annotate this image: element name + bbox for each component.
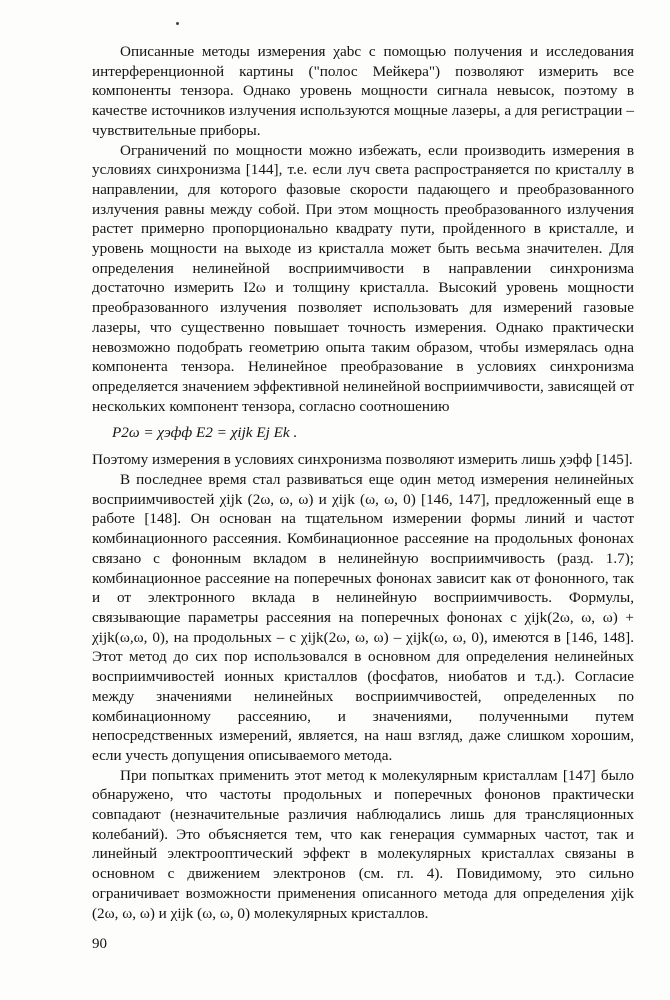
page-number: 90 <box>92 936 107 952</box>
scan-speck <box>176 22 179 25</box>
formula-p2w: P2ω = χэфф E2 = χijk Ej Ek . <box>112 424 298 442</box>
paragraph-1: Описанные методы измерения χabc с помощью получения и исследования интерференционной картины ("полос Мейкера") позволяют измерить все компоненты тензора. Однако уровень мощности сигнала невысок, поэтому в качестве источников излучения используются мощные лазеры, а для регистрации – чувствительные приборы. <box>92 43 634 139</box>
paragraph-4: В последнее время стал развиваться еще один метод измерения нелинейных восприимчивостей χijk (2ω, ω, ω) и χijk (ω, ω, 0) [146, 147], предложенный еще в работе [148]. Он основан на тщательном измерении формы линий и частот комбинационного рассеяния. Комбинационное рассеяние на продольных фононах связано с фононным вкладом в нелинейную восприимчивость (разд. 1.7); комбинационное рассеяние на поперечных фононах зависит как от фононного, так и от электронного вклада в нелинейную восприимчивость. Формулы, связывающие параметры рассеяния на поперечных фононах с χijk(2ω, ω, ω) + χijk(ω,ω, 0), на продольных – с χijk(2ω, ω, ω) – χijk(ω, ω, 0), имеются в [146, 148]. Этот метод до сих пор использовался в основном для определения нелинейных восприимчивостей ионных кристаллов (фосфатов, ниобатов и т.д.). Согласие между значениями нелинейных восприимчивостей, определенных по комбинационному рассеянию, и значениями, полученными путем непосредственных измерений, является, на наш взгляд, даже слишком хорошим, если учесть допущения описываемого метода. <box>92 471 634 764</box>
paragraph-5: При попытках применить этот метод к молекулярным кристаллам [147] было обнаружено, что частоты продольных и поперечных фононов практически совпадают (незначительные различия наблюдались лишь для трансляционных колебаний). Это объясняется тем, что как генерация суммарных частот, так и линейный электрооптический эффект в молекулярных кристаллах связаны в основном с движением электронов (см. гл. 4). Повидимому, это сильно ограничивает возможности применения описанного метода для определения χijk (2ω, ω, ω) и χijk (ω, ω, 0) молекулярных кристаллов. <box>92 766 634 922</box>
paragraph-3: Поэтому измерения в условиях синхронизма позволяют измерить лишь χэфф [145]. <box>92 451 633 469</box>
paragraph-2: Ограничений по мощности можно избежать, если производить измерения в условиях синхронизма [144], т.е. если луч света распространяется по кристаллу в направлении, для которого фазовые скорости падающего и преобразованного излучения равны между собой. При этом мощность преобразованного излучения растет примерно пропорционально квадрату пути, пройденного в кристалле, и уровень мощности на выходе из кристалла может быть весьма значителен. Для определения нелинейной восприимчивости в направлении синхронизма достаточно измерить I2ω и толщину кристалла. Высокий уровень мощности преобразованного излучения позволяет использовать для измерений газовые лазеры, что существенно повышает точность измерения. Однако практически невозможно подобрать геометрию опыта таким образом, чтобы измерялась одна компонента тензора. Нелинейное преобразование в условиях синхронизма определяется значением эффективной нелинейной восприимчивости, зависящей от нескольких компонент тензора, согласно соотношению <box>92 141 634 415</box>
main-text <box>92 42 634 923</box>
